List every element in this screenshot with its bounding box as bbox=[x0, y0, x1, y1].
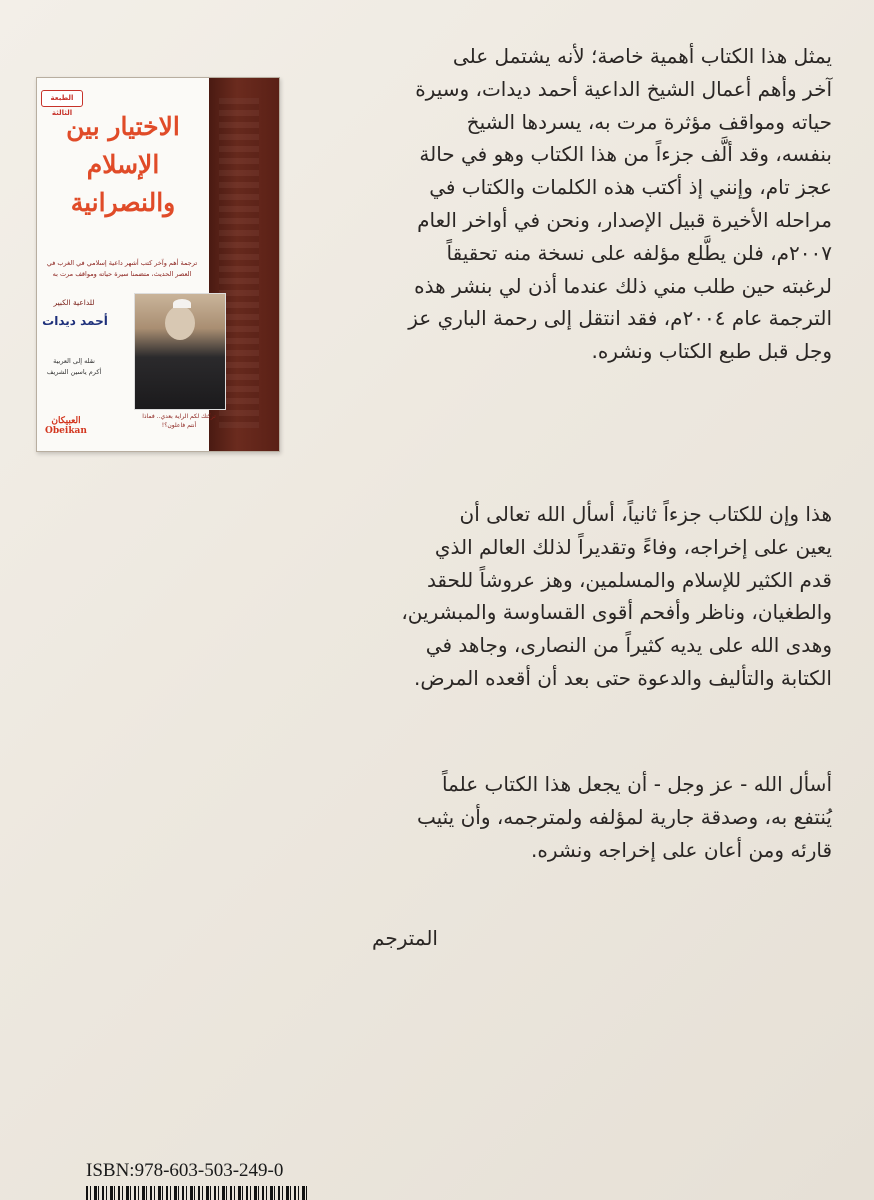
text-line: يمثل هذا الكتاب أهمية خاصة؛ لأنه يشتمل على bbox=[452, 44, 832, 68]
text-line: وجل قبل طبع الكتاب ونشره. bbox=[591, 339, 832, 364]
text-line: آخر وأهم أعمال الشيخ الداعية أحمد ديدات، وسيرة bbox=[415, 76, 832, 101]
translator-line: نقله إلى العربية bbox=[53, 357, 95, 365]
cover-subtitle: ترجمة أهم وآخر كتب أشهر داعية إسلامي في الغرب في العصر الحديث، متضمنا سيرة حياته ومواقف مرت به bbox=[46, 259, 198, 278]
text-line: يُنتفع به، وصدقة جارية لمؤلفه ولمترجمه، وأن يثيب bbox=[416, 804, 832, 829]
text-line: الترجمة عام ٢٠٠٤م، فقد انتقل إلى رحمة الباري عز bbox=[408, 306, 832, 331]
text-line: عجز تام، وإنني إذ أكتب هذه الكلمات والكتاب في bbox=[429, 175, 832, 200]
edition-badge: الطبعة الثالثة bbox=[41, 90, 83, 107]
text-line: قدم الكثير للإسلام والمسلمين، وهز عروشاً للحقد bbox=[426, 567, 832, 592]
paragraph-2 bbox=[316, 498, 832, 695]
translator-line: أكرم ياسين الشريف bbox=[46, 368, 102, 376]
text-line: أسأل الله - عز وجل - أن يجعل هذا الكتاب علماً bbox=[441, 772, 832, 796]
book-cover-thumbnail bbox=[36, 77, 280, 452]
text-line: ٢٠٠٧م، فلن يطَّلع مؤلفه على نسخة منه تحقيقاً bbox=[446, 240, 832, 265]
text-line: والطغيان، وناظر وأفحم أقوى القساوسة والمبشرين، bbox=[401, 600, 832, 625]
cover-title bbox=[37, 108, 209, 222]
barcode bbox=[86, 1186, 310, 1200]
cover-title-line: والنصرانية bbox=[70, 188, 176, 217]
cover-title-line: الاختيار بين bbox=[66, 112, 180, 141]
author-prefix: للداعية الكبير bbox=[53, 298, 95, 307]
text-line: لرغبته حين طلب مني ذلك عندما أذن لي بنشر هذه bbox=[414, 273, 832, 298]
translator-signature: المترجم bbox=[372, 926, 438, 950]
text-line: الكتابة والتأليف والدعوة حتى بعد أن أقعده المرض. bbox=[414, 665, 832, 690]
isbn-block bbox=[86, 1160, 310, 1200]
text-line: بنفسه، وقد ألَّف جزءاً من هذا الكتاب وهو في حالة bbox=[419, 142, 832, 167]
paragraph-1 bbox=[316, 40, 832, 368]
text-line: وهدى الله على يديه كثيراً من النصارى، وجاهد في bbox=[425, 633, 832, 658]
author-photo bbox=[134, 293, 226, 410]
text-line: مراحله الأخيرة قبيل الإصدار، ونحن في أواخر العام bbox=[417, 207, 832, 232]
isbn-number: ISBN:978-603-503-249-0 bbox=[86, 1160, 284, 1181]
text-line: هذا وإن للكتاب جزءاً ثانياً، أسأل الله تعالى أن bbox=[459, 502, 832, 526]
photo-caption: تركتك لكم الراية بعدي.. فماذا أنتم فاعلون؟! bbox=[142, 413, 216, 429]
paragraph-3 bbox=[316, 768, 832, 866]
text-line: حياته ومواقف مؤثرة مرت به، يسردها الشيخ bbox=[466, 109, 832, 134]
cover-translator bbox=[41, 356, 107, 378]
cover-author: أحمد ديدات bbox=[42, 314, 108, 328]
publisher-name-ar: العبيكان bbox=[51, 416, 81, 426]
text-line: قارئه ومن أعان على إخراجه ونشره. bbox=[530, 837, 832, 862]
cover-title-line: الإسلام bbox=[86, 150, 160, 179]
publisher-logo bbox=[43, 416, 89, 436]
text-line: يعين على إخراجه، وفاءً وتقديراً لذلك العالم الذي bbox=[434, 534, 832, 559]
publisher-name-en: Obeikan bbox=[45, 426, 87, 436]
